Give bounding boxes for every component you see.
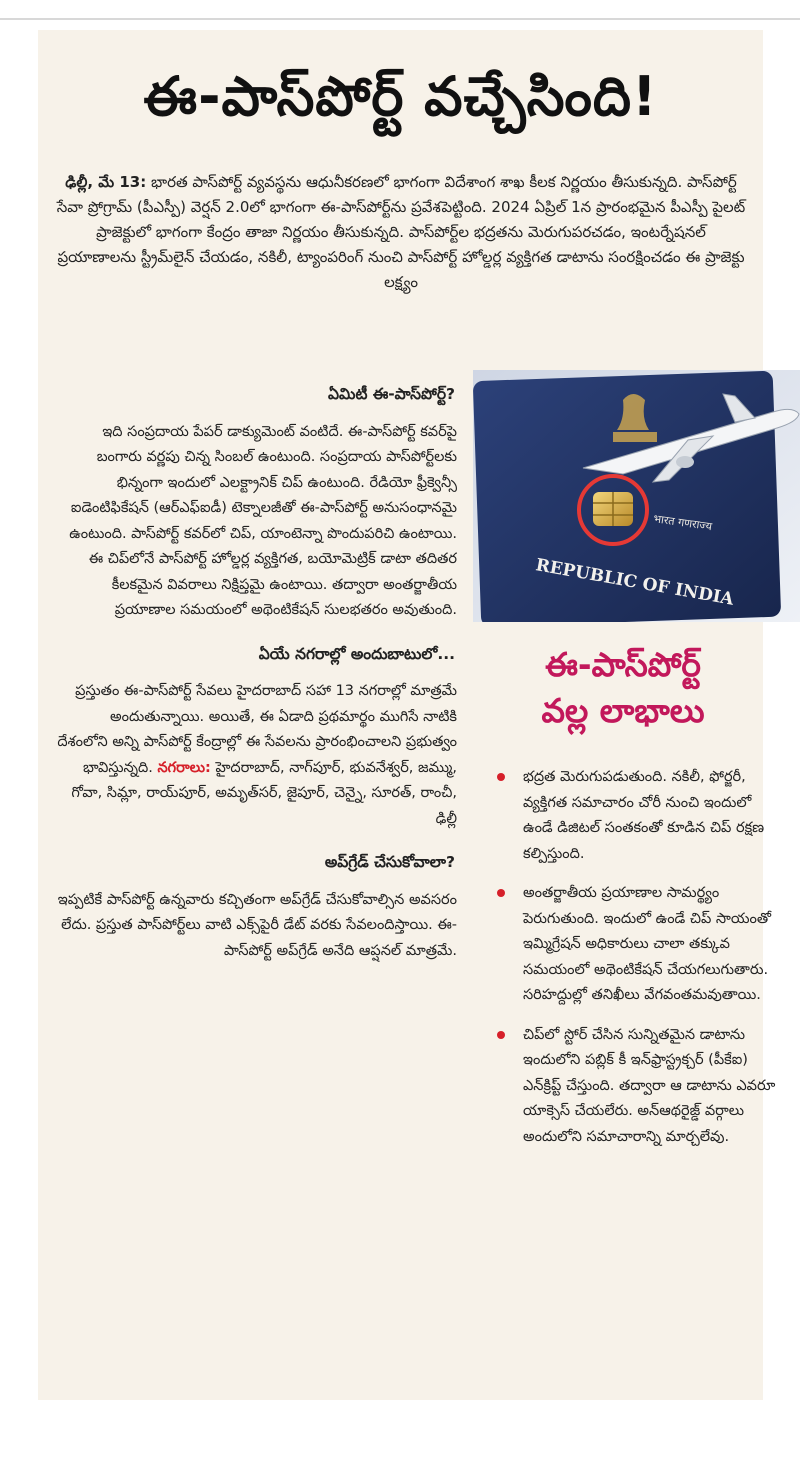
cover-text: REPUBLIC OF INDIA (534, 555, 736, 610)
left-column (56, 382, 461, 982)
cover-hindi-text: भारत गणराज्य (652, 512, 713, 534)
passport-photo (473, 370, 800, 622)
chip-icon (593, 492, 633, 526)
benefits-title-line1: ఈ-పాస్‌పోర్ట్ (545, 645, 701, 684)
body-upgrade: ఇప్పటికే పాస్‌పోర్ట్ ఉన్నవారు కచ్చితంగా అప్‌గ్రేడ్ చేసుకోవాల్సిన అవసరం లేదు. ప్రస్తుత పాస్‌పోర్ట్‌లు వాటి ఎక్స్‌పైరీ డేట్ వరకు సేవలందిస్తాయి. ఈ-పాస్‌పోర్ట్ అప్‌గ్రేడ్ అనేది ఆప్షనల్ మాత్రమే. (57, 891, 457, 959)
news-article (38, 30, 776, 1400)
body-what: ఇది సంప్రదాయ పేపర్ డాక్యుమెంట్ వంటిదే. ఈ-పాస్‌పోర్ట్ కవర్‌పై బంగారు వర్ణపు చిన్న సింబల్ ఉంటుంది. సంప్రదాయ పాస్‌పోర్ట్‌లకు భిన్నంగా ఇందులో ఎలక్ట్రానిక్ చిప్ ఉంటుంది. రేడియో ఫ్రీక్వెన్సీ ఐడెంటిఫికేషన్ (ఆర్ఎఫ్ఐడీ) టెక్నాలజీతో ఈ-పాస్‌పోర్ట్ అనుసంధానమై ఉంటుంది. పాస్‌పోర్ట్ కవర్‌లో చిప్, యాంటెన్నా పొందుపరిచి ఉంటాయి. ఈ చిప్‌లోనే పాస్‌పోర్ట్ హోల్డర్ల వ్యక్తిగత, బయోమెట్రిక్ డాటా తదితర కీలకమైన వివరాలు నిక్షిప్తమై ఉంటాయి. తద్వారా అంతర్జాతీయ ప్రయాణాల సమయంలో అథెంటికేషన్ సులభతరం అవుతుంది. (69, 423, 457, 618)
bullet-icon (497, 1031, 505, 1039)
benefit-text: చిప్‌లో స్టోర్ చేసిన సున్నితమైన డాటాను ఇందులోని పబ్లిక్ కీ ఇన్‌ఫ్రాస్ట్రక్చర్ (పీకేఐ) ఎన్‌క్రిప్ట్ చేస్తుంది. తద్వారా ఆ డాటాను ఎవరూ యాక్సెస్ చేయలేరు. అన్‌ఆథరైజ్డ్ వర్గాలు అందులోని సమాచారాన్ని మార్చలేవు. (523, 1026, 776, 1145)
body-cities (56, 679, 461, 832)
benefits-list (483, 765, 783, 1164)
lead-paragraph (56, 170, 746, 295)
list-item (483, 765, 783, 867)
lead-text: భారత పాస్‌పోర్ట్ వ్యవస్థను ఆధునీకరణలో భాగంగా విదేశాంగ శాఖ కీలక నిర్ణయం తీసుకున్నది. పాస్‌పోర్ట్ సేవా ప్రోగ్రామ్ (పీఎస్పీ) వెర్షన్ 2.0లో భాగంగా ఈ-పాస్‌పోర్ట్‌ను ప్రవేశపెట్టింది. 2024 ఏప్రిల్ 1న ప్రారంభమైన పీఎస్పీ పైలట్ ప్రాజెక్టులో భాగంగా కేంద్రం తాజా నిర్ణయం తీసుకున్నది. పాస్‌పోర్ట్‌ల భద్రతను మెరుగుపరచడం, ఇంటర్నేషనల్ ప్రయాణాలను స్ట్రీమ్‌లైన్ చేయడం, నకిలీ, ట్యాంపరింగ్ నుంచి పాస్‌పోర్ట్ హోల్డర్ల వ్యక్తిగత డాటాను సంరక్షించడం ఈ ప్రాజెక్టు లక్ష్యం (56, 173, 746, 291)
subhead-cities: ఏయే నగరాల్లో అందుబాటులో... (258, 644, 455, 663)
cities-text: ప్రస్తుతం ఈ-పాస్‌పోర్ట్ సేవలు హైదరాబాద్ సహా 13 నగరాల్లో మాత్రమే అందుతున్నాయి. అయితే, ఈ ఏడాది ప్రథమార్థం ముగిసే నాటికి దేశంలోని అన్ని పాస్‌పోర్ట్ కేంద్రాల్లో ఈ సేవలను ప్రారంభించాలని ప్రభుత్వం భావిస్తున్నది. (57, 683, 457, 776)
subhead-what: ఏమిటీ ఈ-పాస్‌పోర్ట్? (328, 385, 455, 403)
benefits-title-line2: వల్ల లాభాలు (541, 691, 705, 730)
dateline: ఢిల్లీ, మే 13: (65, 173, 147, 191)
headline: ఈ-పాస్‌పోర్ట్ వచ్చేసింది! (143, 65, 658, 128)
top-divider (0, 18, 800, 20)
benefit-text: భద్రత మెరుగుపడుతుంది. నకిలీ, ఫోర్జరీ, వ్యక్తిగత సమాచారం చోరీ నుంచి ఇందులో ఉండే డిజిటల్ సంతకంతో కూడిన చిప్ రక్షణ కల్పిస్తుంది. (523, 769, 765, 862)
bullet-icon (497, 773, 505, 781)
cities-list: హైదరాబాద్, నాగ్‌పూర్, భువనేశ్వర్, జమ్ము, గోవా, సిమ్లా, రాయ్‌పూర్, అమృత్‌సర్, జైపూర్, చెన్నై, సూరత్, రాంచీ, ఢిల్లీ (71, 759, 457, 827)
cities-label: నగరాలు: (157, 759, 211, 776)
list-item (483, 881, 783, 1009)
benefits-title (468, 642, 778, 734)
bullet-icon (497, 889, 505, 897)
passport-illustration (473, 370, 800, 622)
benefit-text: అంతర్జాతీయ ప్రయాణాల సామర్థ్యం పెరుగుతుంది. ఇందులో ఉండే చిప్ సాయంతో ఇమ్మిగ్రేషన్ అధికారులు చాలా తక్కువ సమయంలో అథెంటికేషన్ చేయగలుగుతారు. సరిహద్దుల్లో తనిఖీలు వేగవంతమవుతాయి. (523, 885, 772, 1003)
subhead-upgrade: అప్‌గ్రేడ్ చేసుకోవాలా? (324, 853, 455, 871)
list-item (483, 1023, 783, 1151)
